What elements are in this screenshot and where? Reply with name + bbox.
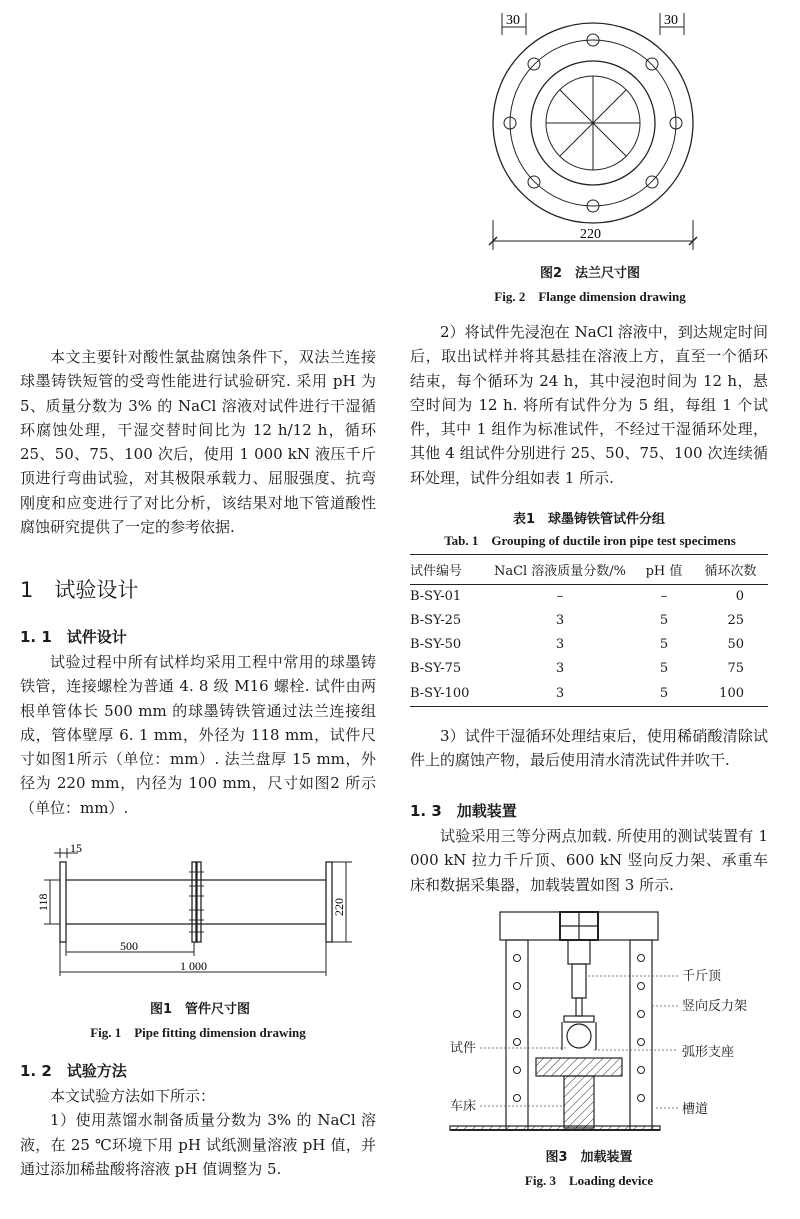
table-cell: 75 (727, 661, 744, 676)
flange-drawing (470, 5, 710, 255)
paragraph-text: 3）试件干湿循环处理结束后，使用稀硝酸清除试件上的腐蚀产物，最后使用清水清洗试件并吹干. (410, 727, 768, 770)
table-cell: B-SY-75 (410, 661, 462, 676)
paragraph (410, 824, 768, 897)
specimen-table (410, 554, 768, 707)
table-row (410, 609, 768, 633)
pipe-drawing (30, 838, 360, 978)
table-cell: – (660, 589, 668, 605)
figure-caption-cn: 图1 管件尺寸图 (149, 1002, 251, 1017)
table-cell: 100 (719, 685, 744, 701)
table-header: NaCl 溶液质量分数/% (493, 564, 627, 579)
subsection-heading: 1. 2 试验方法 (20, 1062, 127, 1080)
table-cell: 5 (659, 661, 669, 676)
table-header: 试件编号 (410, 564, 463, 579)
dim-label: 118 (36, 893, 50, 911)
subsection-heading: 1. 3 加载装置 (410, 802, 517, 820)
table-row (410, 633, 768, 657)
paragraph (410, 724, 768, 773)
dim-label: 1 000 (180, 959, 207, 973)
paragraph (20, 650, 376, 820)
table-cell: 0 (735, 589, 744, 605)
table-cell: 3 (555, 613, 565, 628)
subsection-heading: 1. 1 试件设计 (20, 628, 127, 646)
paragraph-text: 1）使用蒸馏水制备质量分数为 3% 的 NaCl 溶液，在 25 ℃环境下用 pH 试纸测量溶液 pH 值，并通过添加稀盐酸将溶液 pH 值调整为 5. (20, 1111, 376, 1178)
device-label: 千斤顶 (682, 969, 722, 984)
paragraph-text: 试验采用三等分两点加载. 所使用的测试装置有 1 000 kN 拉力千斤顶、600 kN 竖向反力架、承重车床和数据采集器，加载装置如图 3 所示. (410, 827, 768, 894)
table-cell: B-SY-25 (410, 613, 462, 628)
intro-text: 本文主要针对酸性氯盐腐蚀条件下，双法兰连接球墨铸铁短管的受弯性能进行试验研究. 采用 pH 为5、质量分数为 3% 的 NaCl 溶液对试件进行干湿循环腐蚀处理，干湿交替时间比为 12 h/12 h，循环 25、50、75、100 次后，使用 1 000 kN 液压千斤顶进行弯曲试验，对其极限承载力、屈服强度、抗弯刚度和应变进行了对比分析，该结果对地下管道酸性腐蚀研究提供了一定的参考依据. (20, 348, 376, 537)
paragraph-text: 2）将试件先浸泡在 NaCl 溶液中，到达规定时间后，取出试样并将其悬挂在溶液上方，直至一个循环结束，每个循环为 24 h，其中浸泡时间为 12 h，悬空时间为 12 h. 将所有试件分为 5 组，每组 1 个试件，其中 1 组作为标准试件，不经过干湿循环处理，其他 4 组试件分别进行 25、50、75、100 次连续循环处理，试件分组如表 1 所示. (410, 323, 768, 487)
device-label: 车床 (450, 1099, 477, 1114)
section-heading: 1 试验设计 (20, 578, 139, 602)
figure-caption-cn: 图3 加载装置 (545, 1150, 633, 1165)
figure-caption-en: Fig. 3 Loading device (524, 1173, 654, 1188)
device-label: 竖向反力架 (682, 999, 748, 1014)
table-header: pH 值 (645, 564, 683, 579)
table-row (410, 585, 768, 609)
loading-device-drawing (420, 910, 780, 1138)
table-cell: – (556, 589, 564, 605)
table-caption-cn: 表1 球墨铸铁管试件分组 (512, 512, 666, 527)
table-cell: 5 (659, 613, 669, 628)
figure-caption-cn: 图2 法兰尺寸图 (539, 266, 641, 281)
table-cell: 3 (555, 637, 565, 652)
dim-label: 30 (664, 13, 678, 28)
table-caption-en: Tab. 1 Grouping of ductile iron pipe test specimens (444, 533, 736, 548)
table-cell: 3 (555, 661, 565, 676)
paragraph (410, 320, 768, 490)
device-label: 试件 (450, 1041, 477, 1056)
table-cell: B-SY-50 (410, 637, 462, 652)
table-cell: 5 (659, 637, 669, 652)
figure-caption-en: Fig. 2 Flange dimension drawing (494, 289, 686, 304)
table-cell: 5 (659, 685, 669, 701)
table-cell: B-SY-01 (410, 589, 462, 605)
table-cell: 3 (555, 685, 565, 701)
table-cell: 25 (727, 613, 744, 628)
dim-label: 15 (70, 841, 82, 855)
figure-caption-en: Fig. 1 Pipe fitting dimension drawing (90, 1025, 306, 1040)
dim-label: 500 (120, 939, 138, 953)
table-cell: 50 (727, 637, 744, 652)
dim-label: 220 (580, 227, 601, 242)
table-row (410, 657, 768, 681)
dim-label: 220 (332, 898, 346, 916)
dim-label: 30 (506, 13, 520, 28)
intro-paragraph (20, 345, 376, 539)
paragraph-text: 试验过程中所有试样均采用工程中常用的球墨铸铁管，连接螺栓为普通 4. 8 级 M16 螺栓. 试件由两根单管体长 500 mm 的球墨铸铁管通过法兰连接组成，管体壁厚 6. 1 mm，外径为 118 mm，试件尺寸如图1所示（单位：mm）. 法兰盘厚 15 mm，外径为 220 mm，内径为 100 mm，尺寸如图2 所示（单位：mm）. (20, 653, 376, 817)
paragraph-text: 本文试验方法如下所示： (50, 1087, 216, 1105)
table-row (410, 681, 768, 707)
table-cell: B-SY-100 (410, 685, 470, 701)
device-label: 弧形支座 (682, 1045, 735, 1060)
device-label: 槽道 (682, 1102, 709, 1117)
paragraph (20, 1084, 376, 1181)
table-header: 循环次数 (704, 564, 757, 579)
